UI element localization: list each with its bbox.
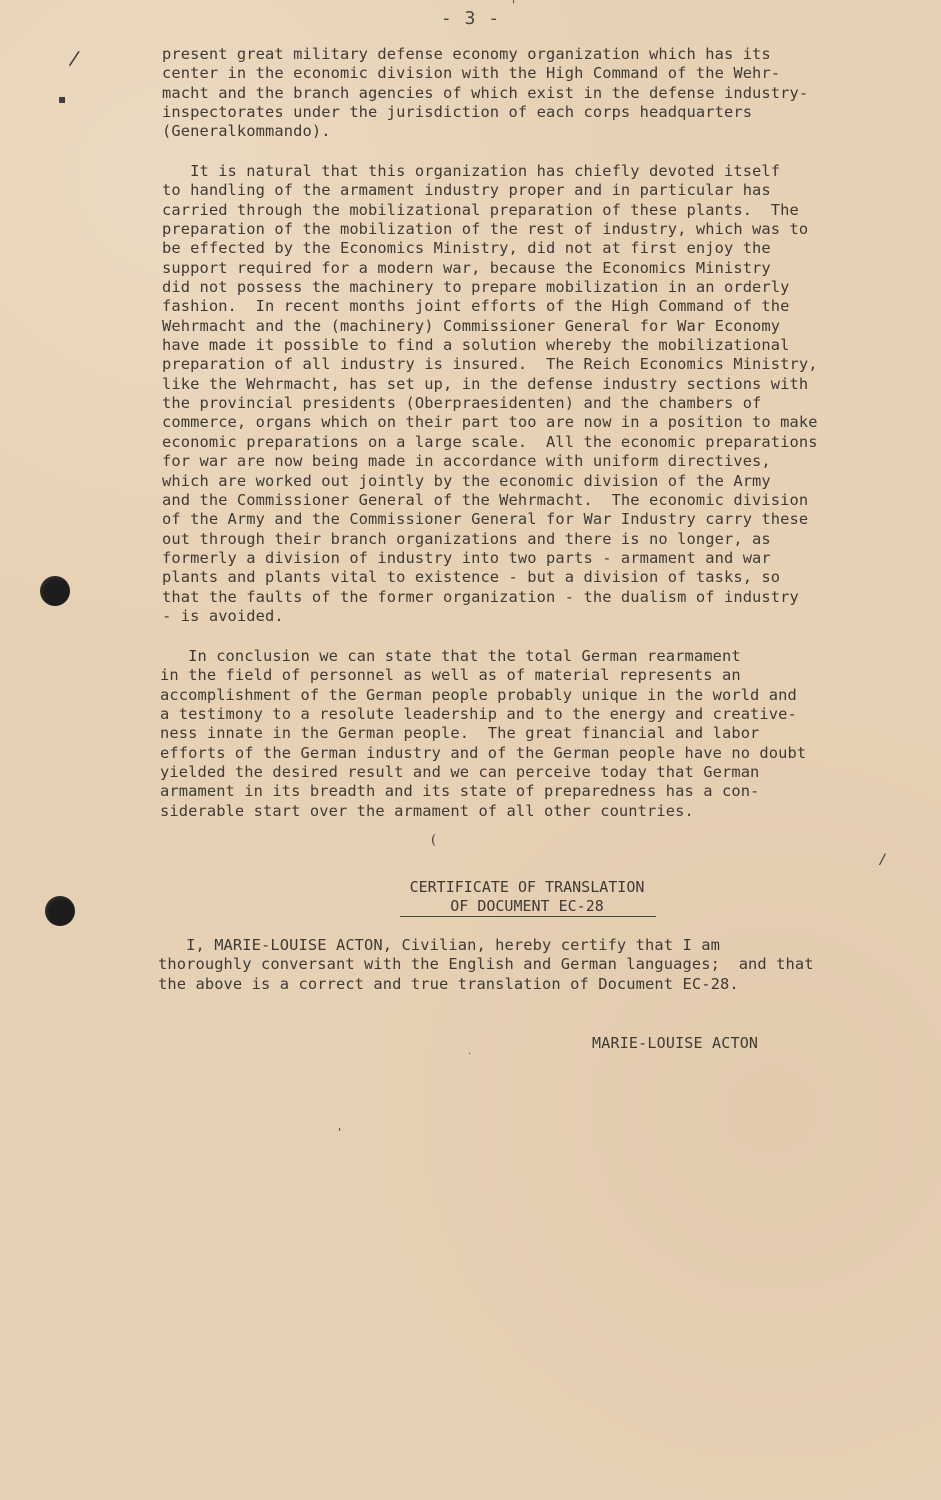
top-ink-mark: ' — [512, 0, 516, 12]
punch-hole-top — [40, 576, 70, 606]
margin-ink-dot: ▪ — [58, 92, 67, 106]
translator-signature: MARIE-LOUISE ACTON — [592, 1034, 759, 1052]
paragraph-3: In conclusion we can state that the total German rearmament in the field of personnel as well as of material represents an accomplishment of the German people probably unique in the world and a testimony to a resolute leadership and to the energy and creative- ness innate in the German people. The great financial and labor efforts of the German industry and of the German people have no doubt yielded the desired result and we can perceive today that German armament in its breadth and its state of preparedness has a con- siderable start over the armament of all other countries. — [160, 647, 807, 820]
margin-ink-mark: / — [67, 45, 81, 71]
stray-ink-mark: ( — [431, 833, 437, 848]
right-margin-mark: / — [878, 849, 887, 869]
certificate-body: I, MARIE-LOUISE ACTON, Civilian, hereby certify that I am thoroughly conversant with the English and German languages; and that the above is a correct and true translation of Document EC-28. — [158, 936, 814, 993]
certificate-title: CERTIFICATE OF TRANSLATION OF DOCUMENT EC-28 — [409, 878, 645, 915]
page-number: - 3 - — [440, 8, 501, 29]
lower-stray-dot: . — [468, 1046, 472, 1057]
paragraph-1: present great military defense economy organization which has its center in the economic division with the High Command of the Wehr- macht and the branch agencies of which exist in the defense industry- inspectorates under the jurisdiction of each corps headquarters (Generalkommando). — [162, 45, 809, 141]
paragraph-2: It is natural that this organization has chiefly devoted itself to handling of the armament industry proper and in particular has carried through the mobilizational preparation of these plants. The preparation of the mobilization of the rest of industry, which was to be effected by the Economics Ministry, did not at first enjoy the support required for a modern war, because the Economics Ministry did not possess the machinery to prepare mobilization in an orderly fashion. In recent months joint efforts of the High Command of the Wehrmacht and the (machinery) Commissioner General for War Economy have made it possible to find a solution whereby the mobilizational preparation of all industry is insured. The Reich Economics Ministry, like the Wehrmacht, has set up, in the defense industry sections with the provincial presidents (Oberpraesidenten) and the chambers of commerce, organs which on their part too are now in a position to make economic preparations on a large scale. All the economic preparations for war are now being made in accordance with uniform directives, which are worked out jointly by the economic division of the Army and the Commissioner General of the Wehrmacht. The economic division of the Army and the Commissioner General for War Industry carry these out through their branch organizations and there is no longer, as formerly a division of industry into two parts - armament and war plants and plants vital to existence - but a division of tasks, so that the faults of the former organization - the dualism of industry - is avoided. — [162, 162, 818, 625]
lower-stray-mark: ' — [338, 1126, 342, 1139]
punch-hole-bottom — [45, 896, 75, 926]
certificate-title-underline — [400, 916, 656, 917]
